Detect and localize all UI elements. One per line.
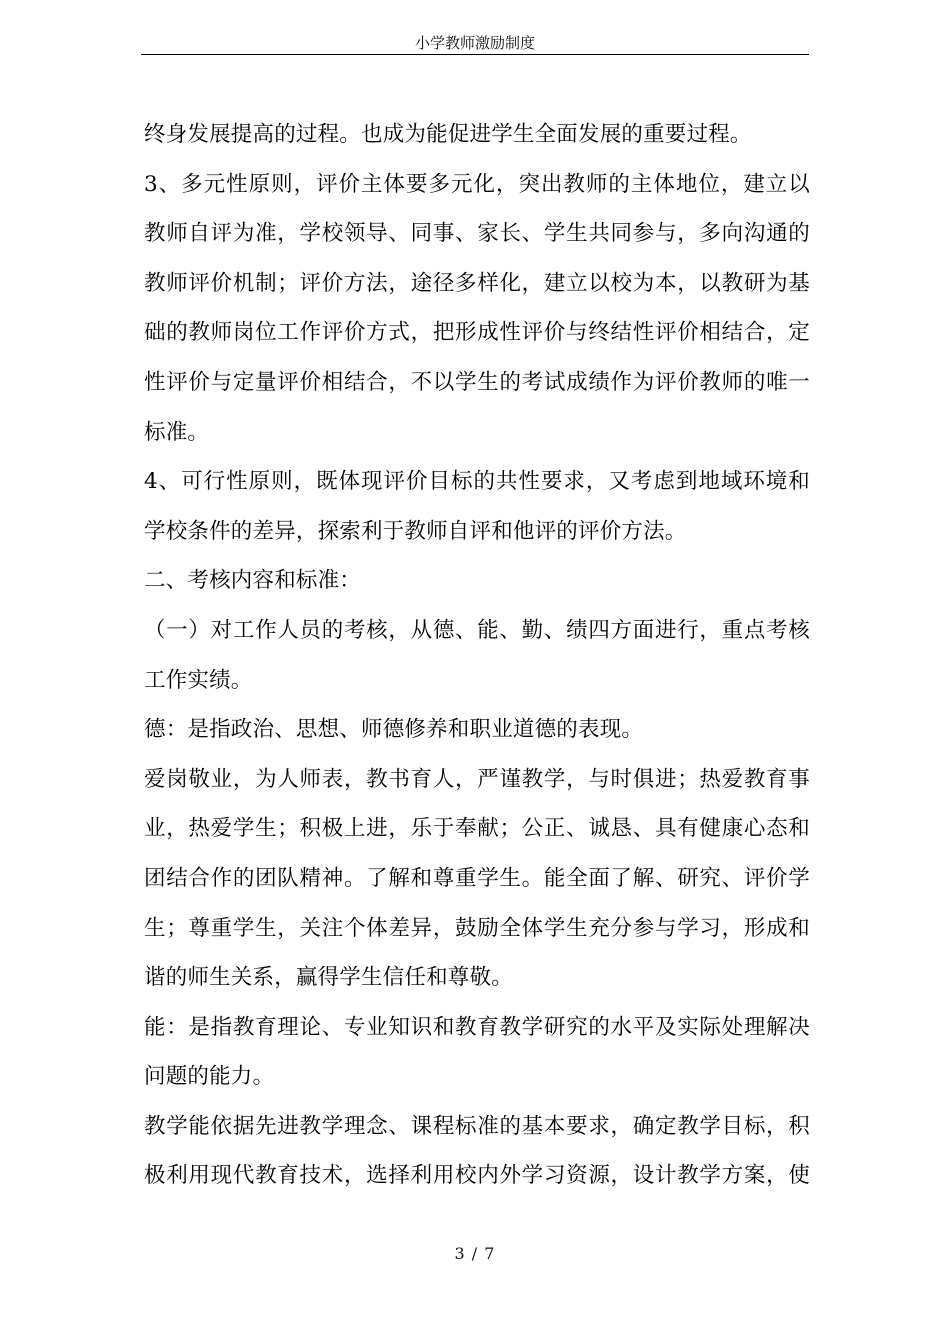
running-header-title: 小学教师激励制度	[414, 34, 535, 52]
text-line: 终身发展提高的过程。也成为能促进学生全面发展的重要过程。	[144, 122, 752, 147]
page-number: 3 / 7	[454, 1244, 496, 1263]
text-line: 生；尊重学生，关注个体差异，鼓励全体学生充分参与学习，形成和	[144, 915, 810, 941]
text-line: 4、可行性原则，既体现评价目标的共性要求，又考虑到地域环境和	[144, 469, 810, 495]
text-line: 能：是指教育理论、专业知识和教育教学研究的水平及实际处理解决	[144, 1014, 810, 1040]
text-line: 教师自评为准，学校领导、同事、家长、学生共同参与，多向沟通的	[144, 221, 810, 247]
text-line: 础的教师岗位工作评价方式，把形成性评价与终结性评价相结合，定	[144, 320, 810, 346]
text-line: 教师评价机制；评价方法，途径多样化，建立以校为本，以教研为基	[144, 270, 810, 296]
section-heading: 二、考核内容和标准：	[144, 568, 362, 594]
header-rule	[141, 54, 809, 55]
text-line: 爱岗敬业，为人师表，教书育人，严谨教学，与时俱进；热爱教育事	[144, 766, 810, 792]
text-line: 学校条件的差异，探索利于教师自评和他评的评价方法。	[144, 518, 687, 544]
text-line: 工作实绩。	[144, 667, 253, 693]
text-line: 德：是指政治、思想、师德修养和职业道德的表现。	[144, 717, 644, 743]
text-line: 业，热爱学生；积极上进，乐于奉献；公正、诚恳、具有健康心态和	[144, 816, 810, 842]
document-body	[144, 110, 810, 1201]
text-line: 问题的能力。	[144, 1064, 275, 1090]
text-line: 极利用现代教育技术，选择利用校内外学习资源，设计教学方案，使	[144, 1163, 810, 1189]
text-line: （一）对工作人员的考核，从德、能、勤、绩四方面进行，重点考核	[144, 617, 810, 643]
text-line: 性评价与定量评价相结合，不以学生的考试成绩作为评价教师的唯一	[144, 369, 810, 395]
text-line: 团结合作的团队精神。了解和尊重学生。能全面了解、研究、评价学	[144, 865, 810, 891]
text-line: 标准。	[144, 419, 210, 445]
text-line: 教学能依据先进教学理念、课程标准的基本要求，确定教学目标，积	[144, 1113, 810, 1139]
text-line: 3、多元性原则，评价主体要多元化，突出教师的主体地位，建立以	[144, 171, 810, 197]
text-line: 谐的师生关系，赢得学生信任和尊敬。	[144, 965, 513, 991]
